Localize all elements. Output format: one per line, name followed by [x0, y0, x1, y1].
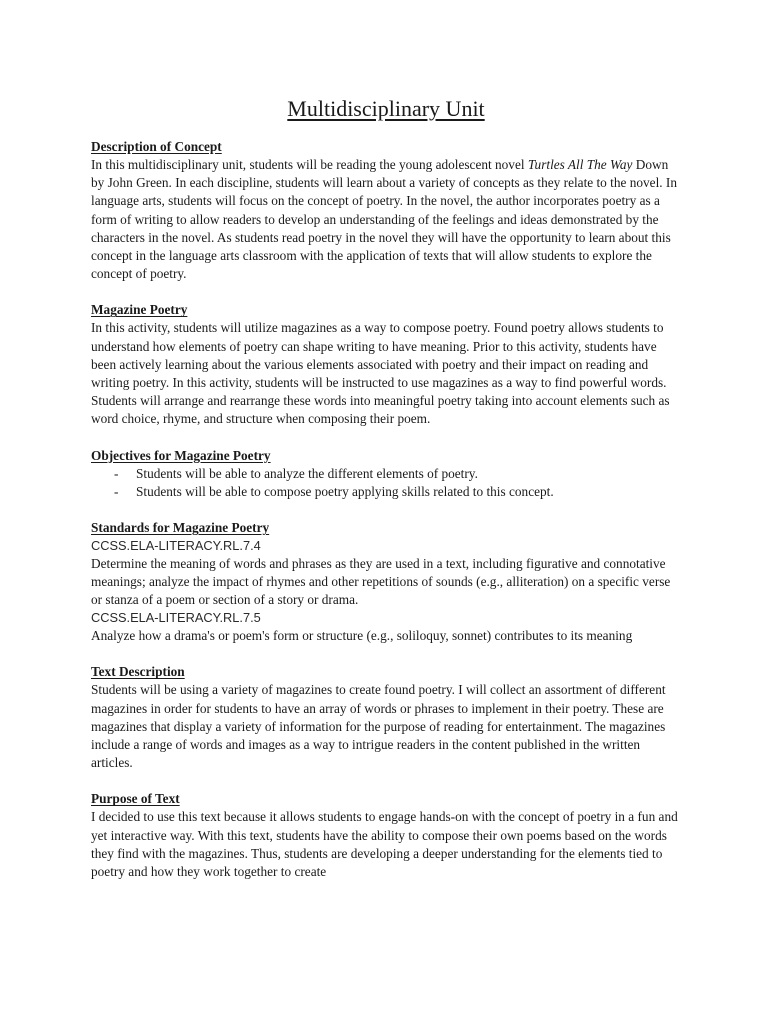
- section-paragraph: Students will be using a variety of magazines to create found poetry. I will collect an assortment of different magazines in order for students to have an array of words or phrases to implement in their poetry. These are magazines that display a variety of information for the purpose of reading for entertainment. The magazines include a range of words and images as a way to intrigue readers in the content published in the written articles.: [91, 682, 666, 771]
- section-description-of-concept: [91, 138, 681, 283]
- section-standards: [91, 519, 681, 645]
- standard-text: Analyze how a drama's or poem's form or structure (e.g., soliloquy, sonnet) contributes to its meaning: [91, 628, 633, 644]
- section-purpose-of-text: [91, 790, 681, 881]
- list-item: [91, 465, 681, 483]
- list-item-text: Students will be able to compose poetry applying skills related to this concept.: [136, 483, 554, 499]
- section-heading: Objectives for Magazine Poetry: [91, 447, 271, 463]
- standard-code: CCSS.ELA-LITERACY.RL.7.5: [91, 610, 261, 626]
- dash-bullet: -: [114, 483, 119, 499]
- section-heading: Magazine Poetry: [91, 302, 188, 318]
- dash-bullet: -: [114, 465, 119, 481]
- section-heading: Text Description: [91, 664, 185, 680]
- section-heading: Purpose of Text: [91, 791, 180, 807]
- document-page: [91, 96, 681, 899]
- section-paragraph: I decided to use this text because it allows students to engage hands-on with the concept of poetry in a fun and yet interactive way. With this text, students have the ability to compose their own poems based on the words they find with the magazines. Thus, students are developing a deeper understanding for the elements tied to poetry and how they work together to create: [91, 809, 678, 880]
- paragraph-text: Down by John Green. In each discipline, students will learn about a variety of concepts as they relate to the novel. In language arts, students will focus on the concept of poetry. In the novel, the author incorporates poetry as a form of writing to allow readers to develop an understanding of the feelings and ideas demonstrated by the characters in the novel. As students read poetry in the novel they will have the opportunity to learn about this concept in the language arts classroom with the application of texts that will allow students to explore the concept of poetry.: [91, 157, 677, 282]
- section-paragraph: In this activity, students will utilize magazines as a way to compose poetry. Found poetry allows students to understand how elements of poetry can shape writing to have meaning. Prior to this activity, students have been actively learning about the various elements associated with poetry and their impact on reading and writing poetry. In this activity, students will be instructed to use magazines as a way to find powerful words. Students will arrange and rearrange these words into meaningful poetry taking into account elements such as word choice, rhyme, and structure when composing their poem.: [91, 320, 670, 427]
- section-paragraph: [91, 156, 681, 283]
- standard-text: Determine the meaning of words and phrases as they are used in a text, including figurative and connotative meanings; analyze the impact of rhymes and other repetitions of sounds (e.g., alliteration) on a specific verse or stanza of a poem or section of a story or drama.: [91, 555, 671, 608]
- section-objectives: [91, 447, 681, 501]
- section-heading: Description of Concept: [91, 139, 222, 154]
- objectives-list: [91, 465, 681, 501]
- section-magazine-poetry: [91, 301, 681, 428]
- list-item: [91, 483, 681, 501]
- section-text-description: [91, 663, 681, 772]
- list-item-text: Students will be able to analyze the different elements of poetry.: [136, 465, 478, 481]
- book-title-italic: Turtles All The Way: [527, 157, 633, 172]
- section-heading: Standards for Magazine Poetry: [91, 520, 270, 536]
- paragraph-text: In this multidisciplinary unit, students will be reading the young adolescent novel: [91, 157, 528, 172]
- page-title: Multidisciplinary Unit: [287, 96, 485, 121]
- standard-code: CCSS.ELA-LITERACY.RL.7.4: [91, 538, 261, 554]
